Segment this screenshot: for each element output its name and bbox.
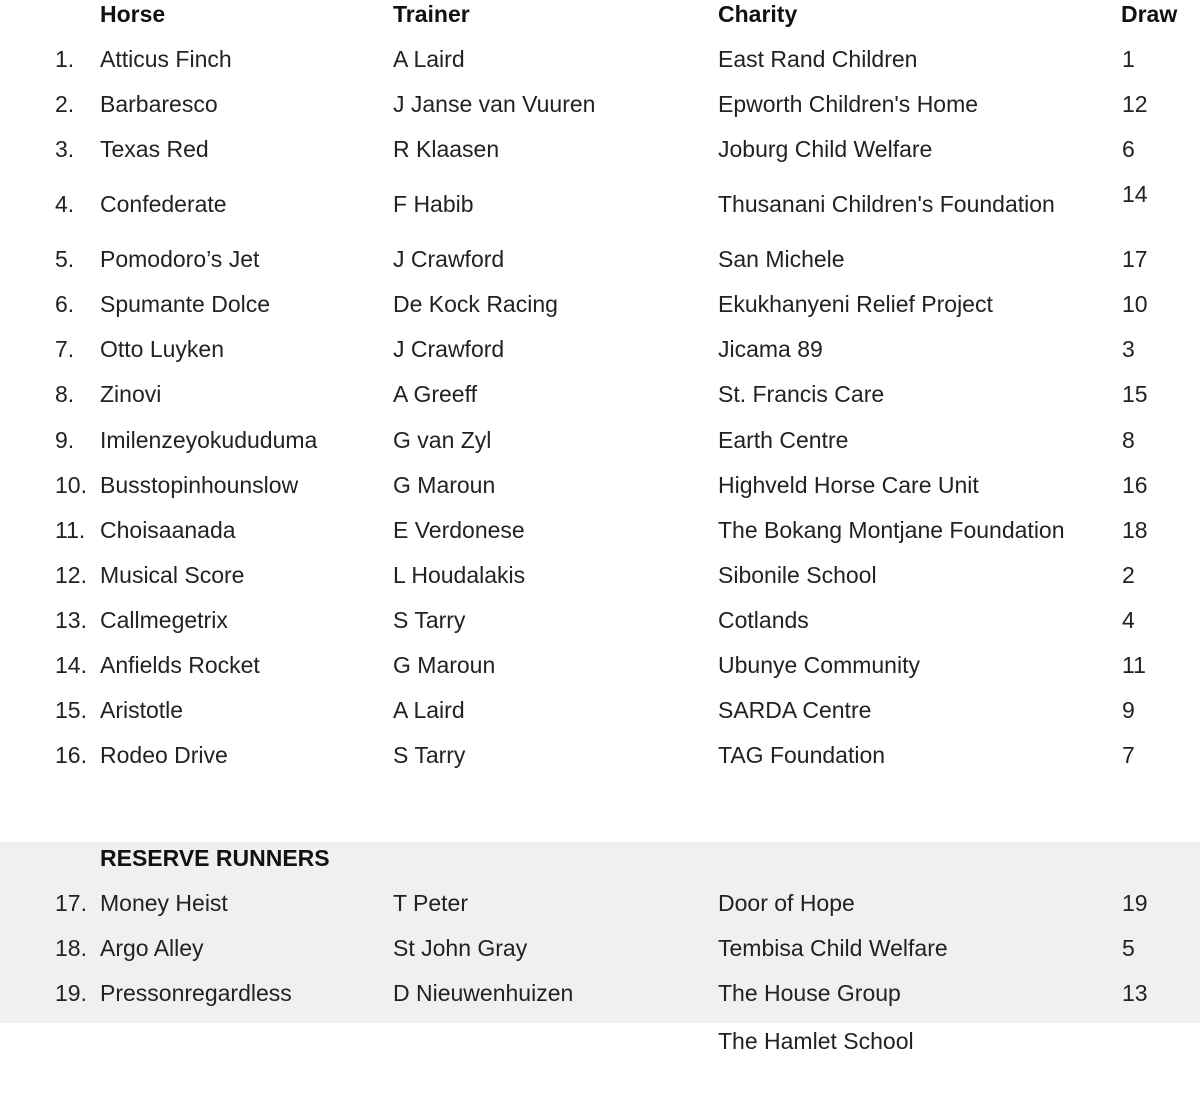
reserve-trainer: T Peter: [393, 890, 468, 916]
reserve-number: 18.: [55, 935, 87, 961]
reserve-draw: 13: [1122, 980, 1148, 1006]
runner-charity: Highveld Horse Care Unit: [718, 472, 979, 498]
runner-trainer: F Habib: [393, 191, 474, 217]
runner-number: 6.: [55, 291, 75, 317]
runner-number: 10.: [55, 472, 87, 498]
runner-horse: Callmegetrix: [100, 607, 228, 633]
runner-trainer: J Crawford: [393, 336, 505, 362]
runner-trainer: J Crawford: [393, 246, 505, 272]
runner-draw: 3: [1122, 336, 1135, 362]
runner-horse: Anfields Rocket: [100, 652, 260, 678]
runner-draw: 2: [1122, 562, 1135, 588]
runner-charity: Joburg Child Welfare: [718, 136, 933, 162]
runner-number: 14.: [55, 652, 87, 678]
runner-draw: 6: [1122, 136, 1135, 162]
runner-number: 15.: [55, 697, 87, 723]
runner-charity: SARDA Centre: [718, 697, 872, 723]
runner-draw: 7: [1122, 742, 1135, 768]
runner-charity: Cotlands: [718, 607, 809, 633]
runner-trainer: De Kock Racing: [393, 291, 558, 317]
runner-trainer: A Laird: [393, 697, 465, 723]
runner-number: 11.: [55, 517, 86, 543]
header-draw: Draw: [1121, 1, 1178, 27]
runner-draw: 11: [1122, 652, 1146, 678]
runner-trainer: G Maroun: [393, 472, 496, 498]
runner-draw: 18: [1122, 517, 1148, 543]
runner-trainer: E Verdonese: [393, 517, 525, 543]
reserve-draw: 5: [1122, 935, 1135, 961]
runner-draw: 15: [1122, 381, 1148, 407]
runner-trainer: L Houdalakis: [393, 562, 526, 588]
runner-number: 4.: [55, 191, 75, 217]
reserve-horse: Argo Alley: [100, 935, 204, 961]
runner-draw: 17: [1122, 246, 1148, 272]
reserve-number: 19.: [55, 980, 87, 1006]
runner-number: 9.: [55, 427, 75, 453]
runner-draw: 1: [1122, 46, 1135, 72]
runner-number: 5.: [55, 246, 75, 272]
runner-horse: Aristotle: [100, 697, 184, 723]
reserve-horse: Pressonregardless: [100, 980, 292, 1006]
runner-number: 8.: [55, 381, 75, 407]
runner-charity: Epworth Children's Home: [718, 91, 979, 117]
reserve-charity: Tembisa Child Welfare: [718, 935, 948, 961]
runner-charity: San Michele: [718, 246, 845, 272]
runner-horse: Imilenzeyokududuma: [100, 427, 318, 453]
runner-draw: 9: [1122, 697, 1135, 723]
runner-horse: Atticus Finch: [100, 46, 232, 72]
runner-charity: Thusanani Children's Foundation: [718, 191, 1055, 217]
runner-number: 16.: [55, 742, 87, 768]
reserve-runners-title: RESERVE RUNNERS: [100, 845, 330, 871]
runner-charity: Jicama 89: [718, 336, 823, 362]
runner-trainer: S Tarry: [393, 742, 466, 768]
runner-charity: Sibonile School: [718, 562, 877, 588]
runner-charity: Ubunye Community: [718, 652, 920, 678]
runner-charity: Ekukhanyeni Relief Project: [718, 291, 993, 317]
reserve-charity: Door of Hope: [718, 890, 855, 916]
header-horse: Horse: [100, 1, 166, 27]
reserve-draw: 19: [1122, 890, 1148, 916]
runner-number: 7.: [55, 336, 75, 362]
reserve-horse: Money Heist: [100, 890, 228, 916]
runner-horse: Texas Red: [100, 136, 209, 162]
reserve-charity: The House Group: [718, 980, 901, 1006]
runner-horse: Busstopinhounslow: [100, 472, 299, 498]
runner-draw: 12: [1122, 91, 1148, 117]
runner-draw: 8: [1122, 427, 1135, 453]
runner-charity: The Bokang Montjane Foundation: [718, 517, 1065, 543]
reserve-number: 17.: [55, 890, 87, 916]
reserve-trainer: St John Gray: [393, 935, 528, 961]
runner-number: 3.: [55, 136, 75, 162]
runner-horse: Barbaresco: [100, 91, 218, 117]
header-charity: Charity: [718, 1, 798, 27]
runner-trainer: A Greeff: [393, 381, 477, 407]
runner-trainer: G van Zyl: [393, 427, 492, 453]
runner-number: 1.: [55, 46, 75, 72]
runner-charity: TAG Foundation: [718, 742, 886, 768]
runner-trainer: R Klaasen: [393, 136, 500, 162]
runner-trainer: G Maroun: [393, 652, 496, 678]
runner-trainer: J Janse van Vuuren: [393, 91, 596, 117]
runner-horse: Otto Luyken: [100, 336, 225, 362]
runner-charity: St. Francis Care: [718, 381, 885, 407]
runner-number: 13.: [55, 607, 87, 633]
header-trainer: Trainer: [393, 1, 470, 27]
runner-charity: East Rand Children: [718, 46, 918, 72]
runner-number: 2.: [55, 91, 75, 117]
runner-charity: Earth Centre: [718, 427, 849, 453]
runner-draw: 10: [1122, 291, 1148, 317]
runner-horse: Rodeo Drive: [100, 742, 228, 768]
runner-trainer: A Laird: [393, 46, 465, 72]
runner-draw: 4: [1122, 607, 1135, 633]
runner-horse: Choisaanada: [100, 517, 236, 543]
runner-number: 12.: [55, 562, 87, 588]
runner-draw: 14: [1122, 181, 1148, 207]
runner-trainer: S Tarry: [393, 607, 466, 633]
reserve-trainer: D Nieuwenhuizen: [393, 980, 574, 1006]
runner-horse: Musical Score: [100, 562, 245, 588]
runner-draw: 16: [1122, 472, 1148, 498]
extra-charity: The Hamlet School: [718, 1028, 914, 1054]
runner-horse: Confederate: [100, 191, 227, 217]
runner-horse: Pomodoro’s Jet: [100, 246, 260, 272]
runner-horse: Spumante Dolce: [100, 291, 271, 317]
runner-horse: Zinovi: [100, 381, 162, 407]
